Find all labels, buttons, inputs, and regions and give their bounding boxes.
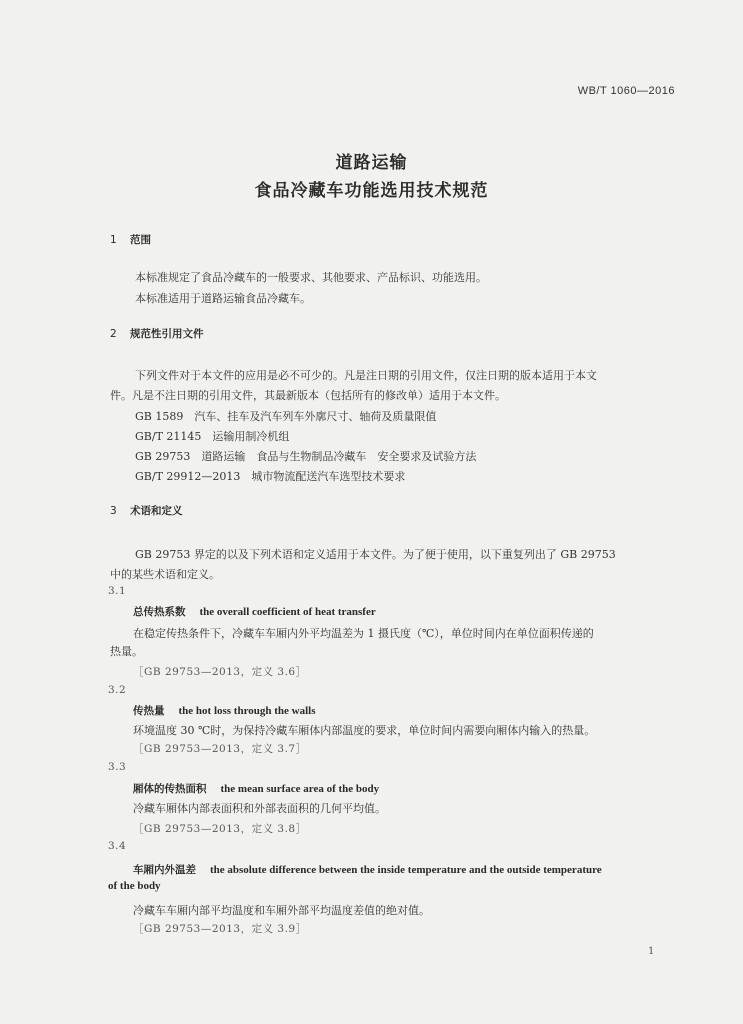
paragraph: 中的某些术语和定义。 xyxy=(110,568,220,581)
section-number: 3 xyxy=(110,505,117,517)
term-definition: 冷藏车车厢内部平均温度和车厢外部平均温度差值的绝对值。 xyxy=(133,904,430,917)
term-definition: 冷藏车厢体内部表面积和外部表面积的几何平均值。 xyxy=(133,802,386,815)
document-title-line1: 道路运输 xyxy=(335,153,408,173)
term-number: 3.4 xyxy=(108,840,127,852)
term-english: the overall coefficient of heat transfer xyxy=(199,606,376,618)
section-heading-scope xyxy=(110,232,151,247)
document-title-line2: 食品冷藏车功能选用技术规范 xyxy=(254,181,489,201)
section-number: 2 xyxy=(110,328,117,340)
reference-item: GB/T 29912—2013 城市物流配送汽车选型技术要求 xyxy=(135,470,406,483)
section-number: 1 xyxy=(110,234,117,246)
term-entry xyxy=(133,703,316,718)
term-english: the mean surface area of the body xyxy=(220,783,380,795)
paragraph: 下列文件对于本文件的应用是必不可少的。凡是注日期的引用文件，仅注日期的版本适用于本文 xyxy=(135,369,597,382)
term-entry xyxy=(133,862,602,877)
term-entry xyxy=(133,781,379,796)
term-source: ［GB 29753—2013，定义 3.9］ xyxy=(133,923,307,935)
term-number: 3.3 xyxy=(108,761,127,773)
section-title: 范围 xyxy=(130,234,151,246)
term-entry xyxy=(133,604,376,619)
term-source: ［GB 29753—2013，定义 3.8］ xyxy=(133,823,307,835)
standard-code: WB/T 1060—2016 xyxy=(577,85,675,97)
page-number: 1 xyxy=(648,946,655,957)
paragraph: 本标准适用于道路运输食品冷藏车。 xyxy=(135,292,311,305)
term-english-continuation: of the body xyxy=(108,880,161,892)
paragraph: 本标准规定了食品冷藏车的一般要求、其他要求、产品标识、功能选用。 xyxy=(135,271,487,284)
section-heading-terms-definitions xyxy=(110,503,183,518)
term-chinese: 传热量 xyxy=(133,705,165,717)
term-source: ［GB 29753—2013，定义 3.6］ xyxy=(133,666,307,678)
term-definition: 环境温度 30 ℃时，为保持冷藏车厢体内部温度的要求，单位时间内需要向厢体内输入的热量。 xyxy=(133,724,596,737)
term-number: 3.2 xyxy=(108,684,127,696)
term-chinese: 厢体的传热面积 xyxy=(133,783,207,795)
term-english: the hot loss through the walls xyxy=(178,705,316,717)
term-chinese: 总传热系数 xyxy=(133,606,186,618)
term-definition: 热量。 xyxy=(110,645,143,658)
paragraph: GB 29753 界定的以及下列术语和定义适用于本文件。为了便于使用，以下重复列出了 GB 29753 xyxy=(135,548,616,561)
term-english: the absolute difference between the inside temperature and the outside temperature xyxy=(210,864,602,876)
term-number: 3.1 xyxy=(108,585,127,597)
term-chinese: 车厢内外温差 xyxy=(133,864,196,876)
section-title: 术语和定义 xyxy=(130,505,183,517)
section-heading-normative-references xyxy=(110,326,204,341)
reference-item: GB 1589 汽车、挂车及汽车列车外廓尺寸、轴荷及质量限值 xyxy=(135,410,437,423)
reference-item: GB 29753 道路运输 食品与生物制品冷藏车 安全要求及试验方法 xyxy=(135,450,477,463)
reference-item: GB/T 21145 运输用制冷机组 xyxy=(135,430,290,443)
section-title: 规范性引用文件 xyxy=(130,328,204,340)
paragraph: 件。凡是不注日期的引用文件，其最新版本（包括所有的修改单）适用于本文件。 xyxy=(110,389,506,402)
term-source: ［GB 29753—2013，定义 3.7］ xyxy=(133,743,307,755)
term-definition: 在稳定传热条件下，冷藏车车厢内外平均温差为 1 摄氏度（℃），单位时间内在单位面积传递的 xyxy=(133,627,594,640)
